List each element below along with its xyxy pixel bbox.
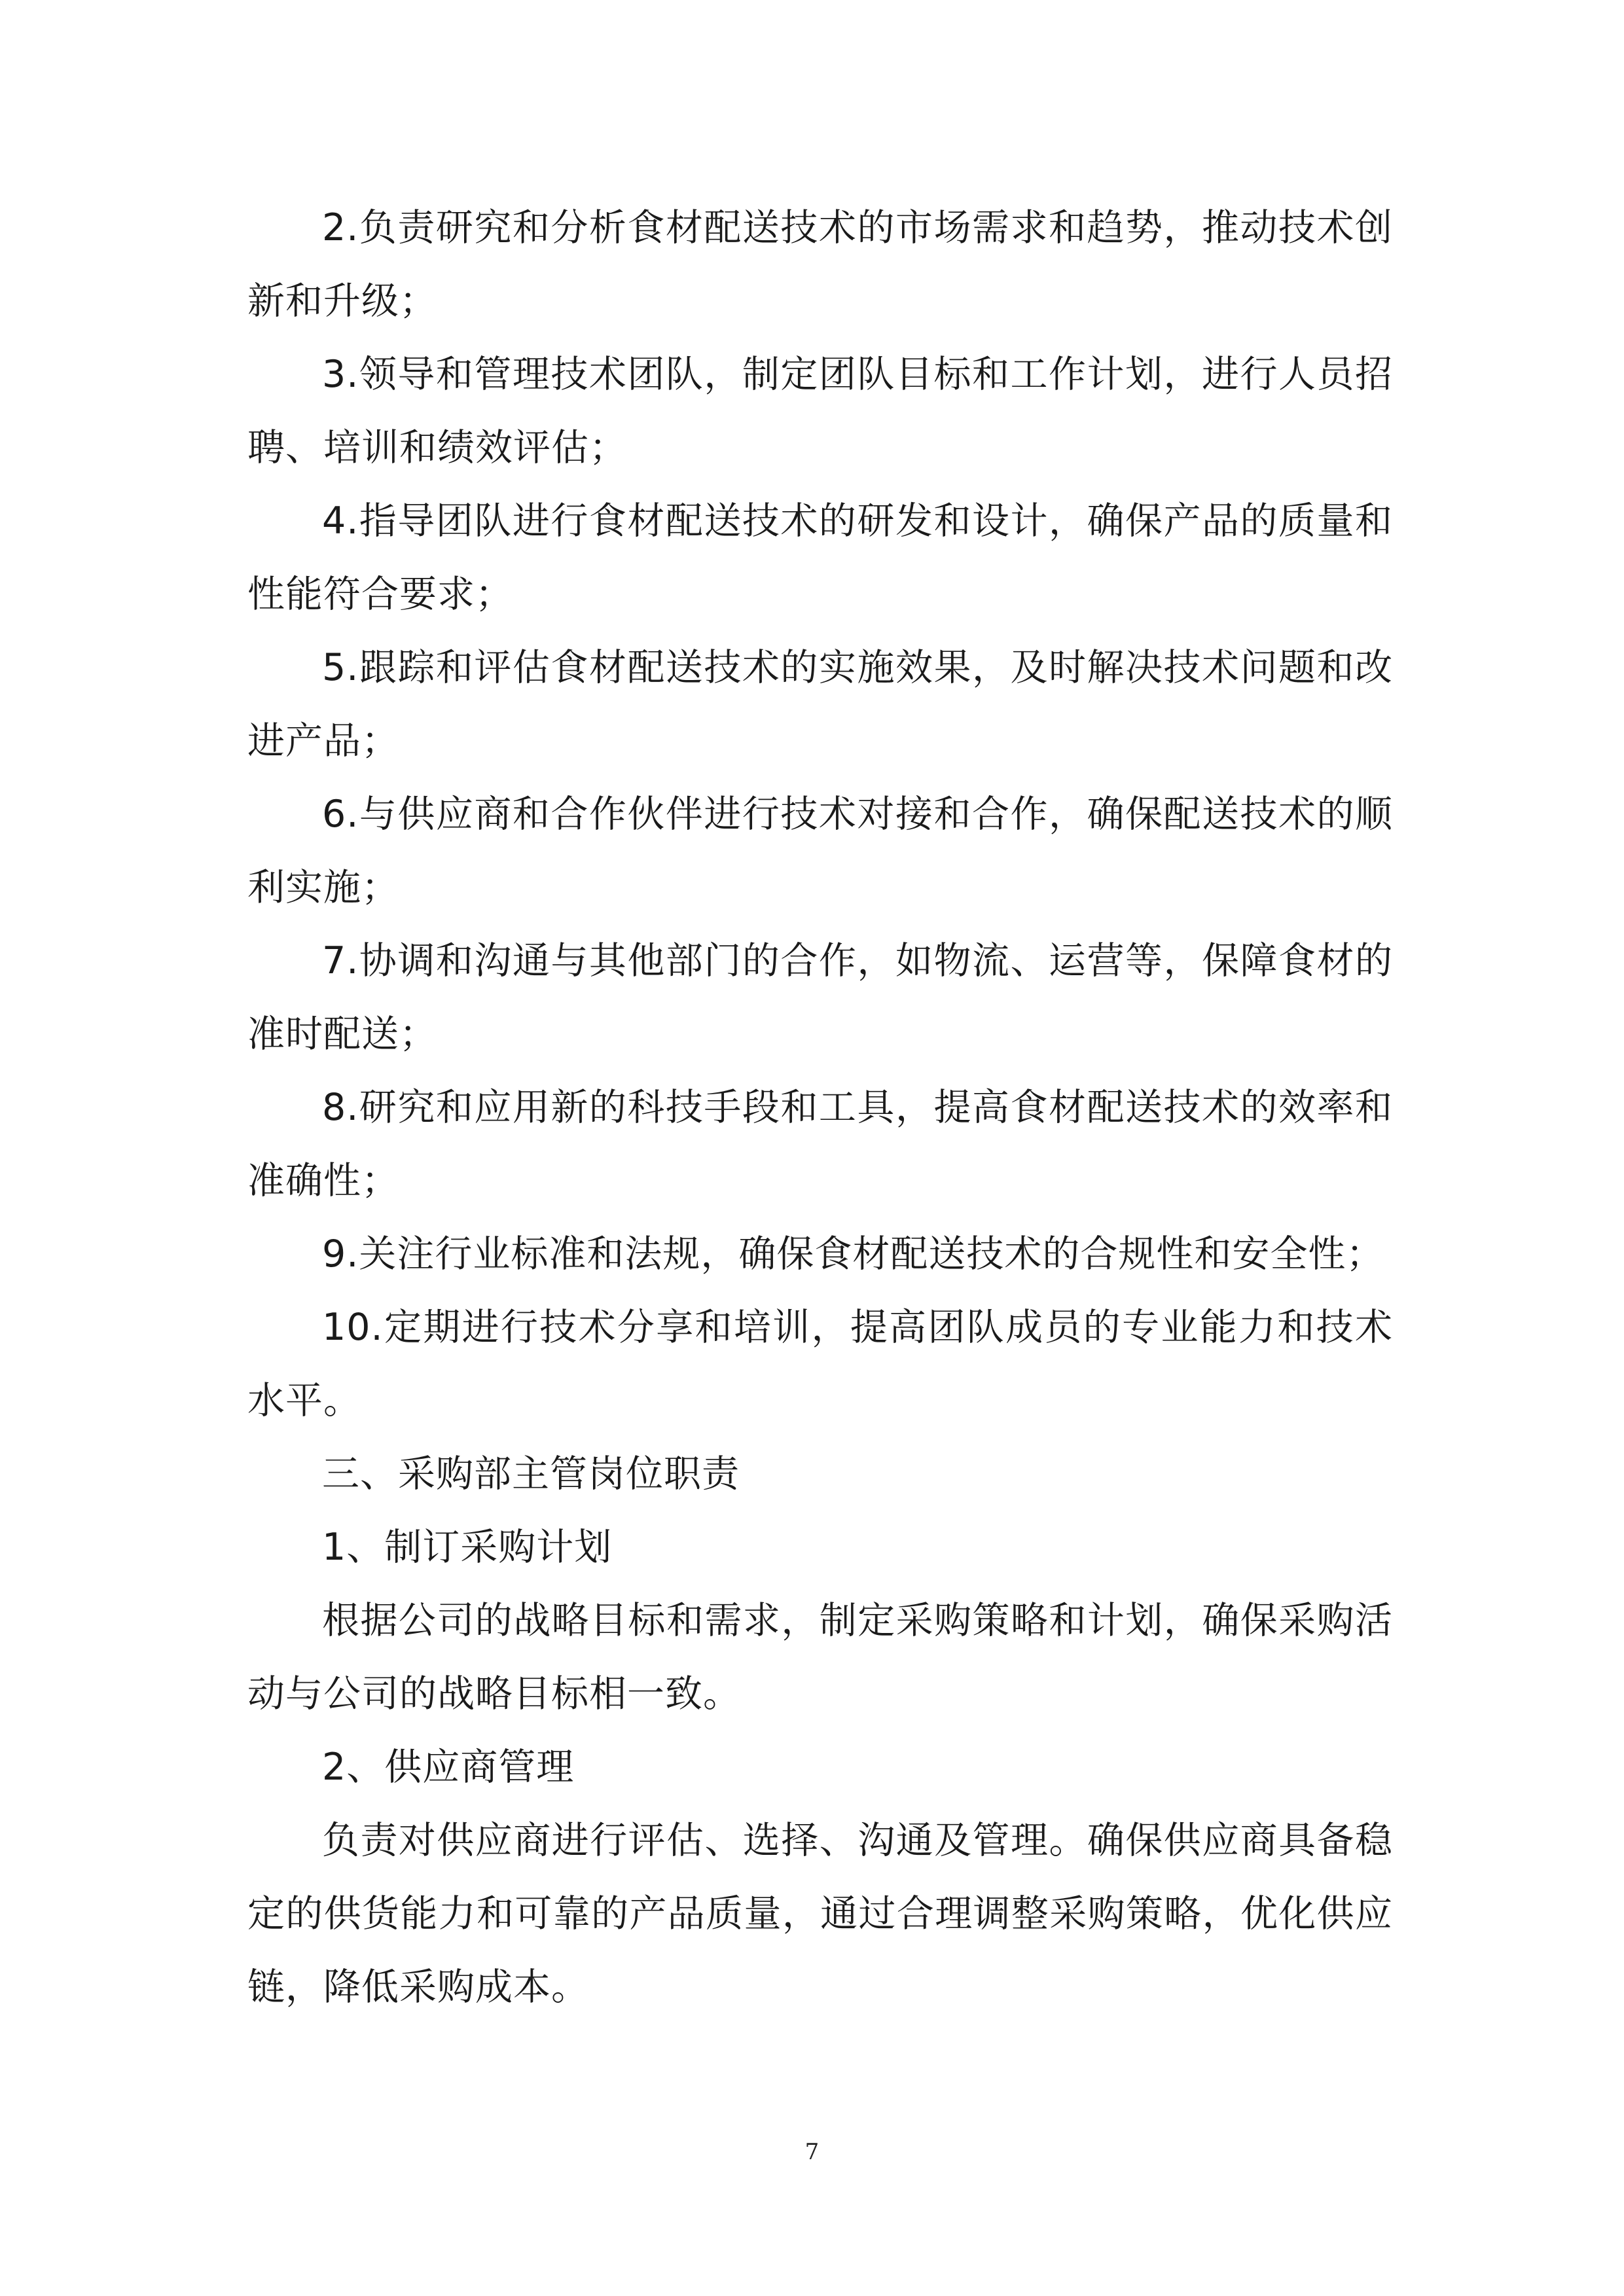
duty-item-7: 7.协调和沟通与其他部门的合作，如物流、运营等，保障食材的准时配送； [247, 939, 1393, 1056]
duty-item-8: 8.研究和应用新的科技手段和工具，提高食材配送技术的效率和准确性； [247, 1086, 1393, 1202]
subheading-supplier-management: 2、供应商管理 [322, 1746, 575, 1789]
subheading-procurement-plan: 1、制订采购计划 [322, 1526, 613, 1569]
duty-item-4: 4.指导团队进行食材配送技术的研发和设计，确保产品的质量和性能符合要求； [247, 499, 1393, 616]
section-heading-procurement-supervisor: 三、采购部主管岗位职责 [322, 1452, 740, 1496]
page-number: 7 [804, 2139, 820, 2165]
procurement-plan-text: 根据公司的战略目标和需求，制定采购策略和计划，确保采购活动与公司的战略目标相一致。 [247, 1599, 1393, 1715]
duty-item-6: 6.与供应商和合作伙伴进行技术对接和合作，确保配送技术的顺利实施； [247, 793, 1393, 909]
duty-item-5: 5.跟踪和评估食材配送技术的实施效果，及时解决技术问题和改进产品； [247, 646, 1393, 762]
duty-item-2: 2.负责研究和分析食材配送技术的市场需求和趋势，推动技术创新和升级； [247, 206, 1393, 323]
duty-item-3: 3.领导和管理技术团队，制定团队目标和工作计划，进行人员招聘、培训和绩效评估； [247, 353, 1393, 469]
duty-item-10: 10.定期进行技术分享和培训，提高团队成员的专业能力和技术水平。 [247, 1306, 1393, 1422]
supplier-management-text: 负责对供应商进行评估、选择、沟通及管理。确保供应商具备稳定的供货能力和可靠的产品质量，通过合理调整采购策略，优化供应链，降低采购成本。 [247, 1819, 1393, 2009]
document-body [247, 191, 1393, 2024]
duty-item-9: 9.关注行业标准和法规，确保食材配送技术的合规性和安全性； [322, 1232, 1384, 1276]
